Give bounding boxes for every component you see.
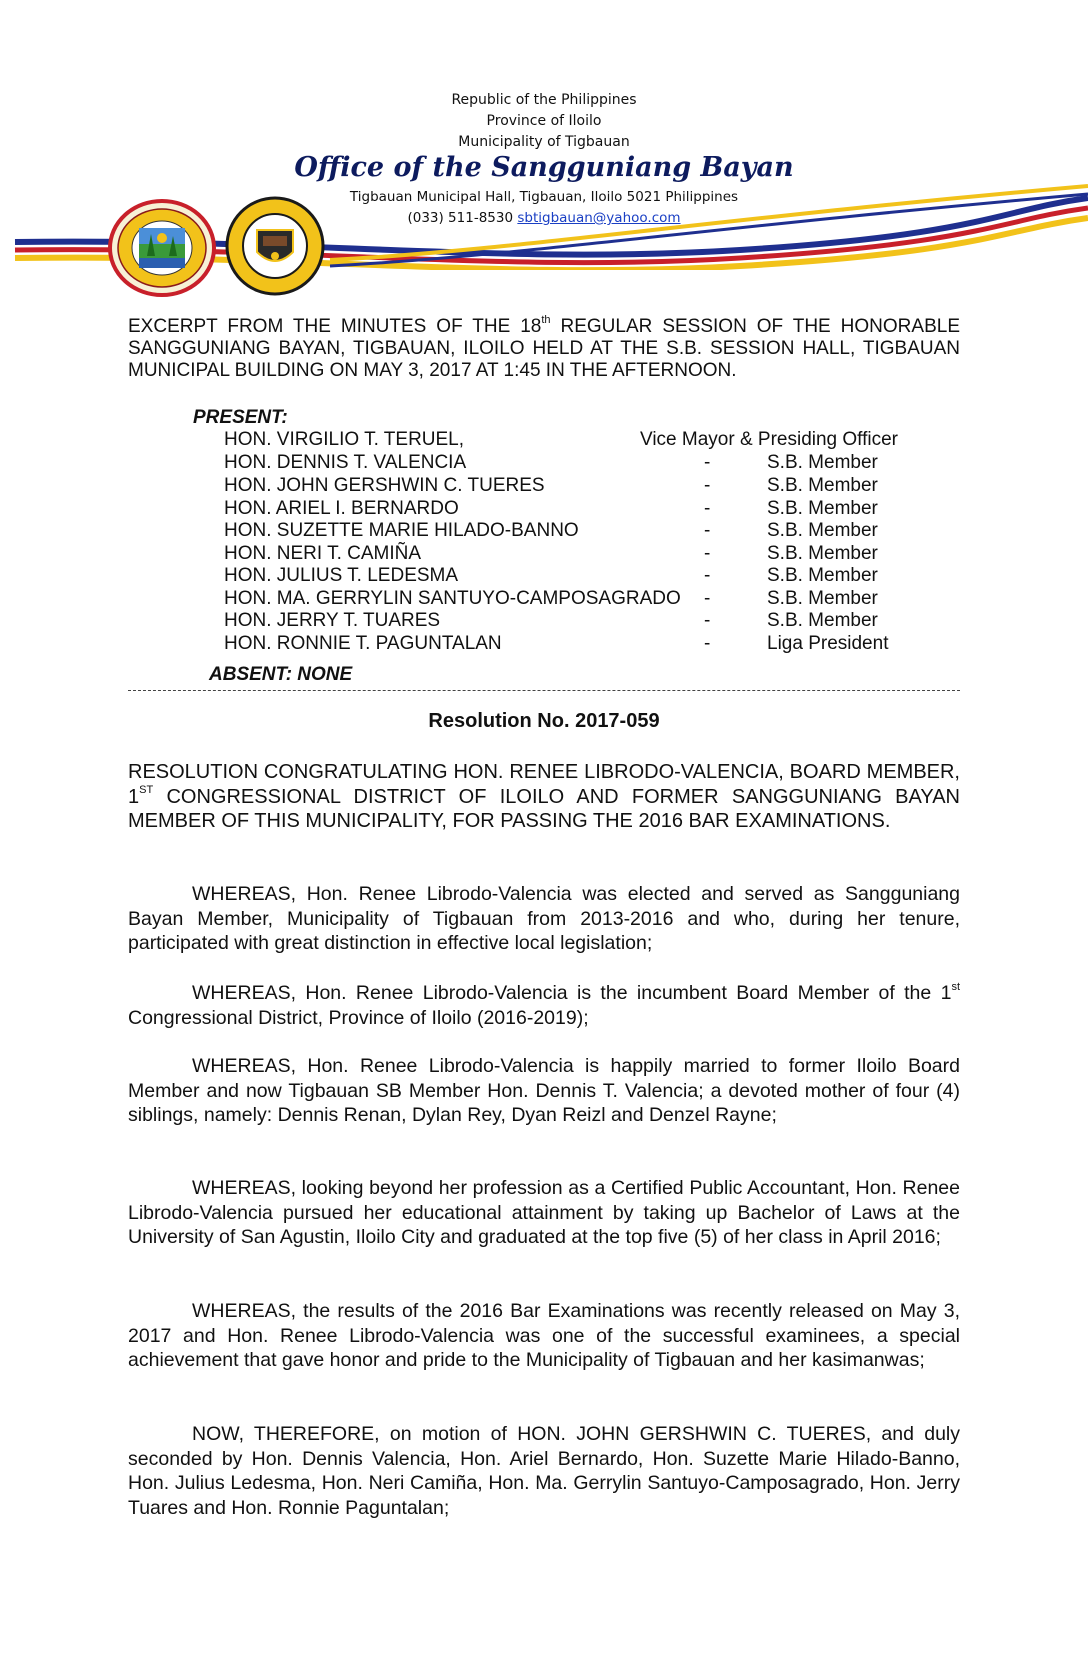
member-role: S.B. Member xyxy=(767,543,878,564)
member-name: HON. SUZETTE MARIE HILADO-BANNO xyxy=(224,520,579,541)
separator-dash: - xyxy=(704,475,711,496)
member-name: HON. JERRY T. TUARES xyxy=(224,610,441,631)
member-name: HON. DENNIS T. VALENCIA xyxy=(224,452,467,473)
province-line: Province of Iloilo xyxy=(486,113,602,129)
member-name: HON. MA. GERRYLIN SANTUYO-CAMPOSAGRADO xyxy=(224,588,681,609)
member-name: HON. JOHN GERSHWIN C. TUERES xyxy=(224,475,545,496)
separator-dash: - xyxy=(704,610,711,631)
absent-label: ABSENT: NONE xyxy=(209,664,353,685)
present-label: PRESENT: xyxy=(193,407,288,428)
attendance-row xyxy=(224,565,944,587)
separator-dash: - xyxy=(704,452,711,473)
attendance-row xyxy=(224,633,944,655)
member-role: S.B. Member xyxy=(767,588,878,609)
whereas-text-2: Congressional District, Province of Iloilo (2016-2019); xyxy=(128,1006,589,1029)
excerpt-text-2: REGULAR SESSION OF THE HONORABLE SANGGUNIANG BAYAN, TIGBAUAN, ILOILO HELD AT THE S.B. SESSION HALL, TIGBAUAN MUNICIPAL BUILDING ON MAY 3, 2017 AT 1:45 IN THE AFTERNOON. xyxy=(128,316,960,381)
attendance-row xyxy=(224,429,944,451)
excerpt-text-1: EXCERPT FROM THE MINUTES OF THE 18 xyxy=(128,316,542,337)
now-therefore-paragraph: NOW, THEREFORE, on motion of HON. JOHN GERSHWIN C. TUERES, and duly seconded by Hon. Dennis Valencia, Hon. Ariel Bernardo, Hon. Suzette Marie Hilado-Banno, Hon. Julius Ledesma, Hon. Neri Camiña, Hon. Ma. Gerrylin Santuyo-Camposagrado, Hon. Jerry Tuares and Hon. Ronnie Paguntalan; xyxy=(128,1423,960,1519)
separator-dash: - xyxy=(704,588,711,609)
minutes-excerpt xyxy=(128,313,960,382)
ordinal-superscript: ST xyxy=(139,783,154,796)
member-name: HON. NERI T. CAMIÑA xyxy=(224,543,422,564)
separator-dash: - xyxy=(704,565,711,586)
municipality-line: Municipality of Tigbauan xyxy=(458,134,630,150)
resolution-number: Resolution No. 2017-059 xyxy=(428,710,660,732)
separator-dash: - xyxy=(704,633,711,654)
attendance-row xyxy=(224,452,944,474)
whereas-paragraph: WHEREAS, Hon. Renee Librodo-Valencia was elected and served as Sangguniang Bayan Member, Municipality of Tigbauan from 2013-2016 and who, during her tenure, participated with great distinction in effective local legislation; xyxy=(128,883,960,954)
section-divider xyxy=(128,690,960,691)
member-name: HON. JULIUS T. LEDESMA xyxy=(224,565,459,586)
country-line: Republic of the Philippines xyxy=(451,92,637,108)
separator-dash: - xyxy=(704,520,711,541)
separator-dash: - xyxy=(704,543,711,564)
member-role: S.B. Member xyxy=(767,610,878,631)
email-link[interactable]: sbtigbauan@yahoo.com xyxy=(517,210,681,226)
attendance-row xyxy=(224,588,944,610)
phone-number: (033) 511-8530 xyxy=(407,210,514,226)
member-name: HON. ARIEL I. BERNARDO xyxy=(224,498,459,519)
letterhead xyxy=(0,0,1088,310)
member-role: S.B. Member xyxy=(767,565,878,586)
attendance-row xyxy=(224,520,944,542)
sangguniang-bayan-seal xyxy=(223,196,327,296)
member-role: Vice Mayor & Presiding Officer xyxy=(640,429,899,450)
attendance-row xyxy=(224,543,944,565)
separator-dash: - xyxy=(704,498,711,519)
member-role: S.B. Member xyxy=(767,475,878,496)
attendance-row xyxy=(224,610,944,632)
office-title: Office of the Sangguniang Bayan xyxy=(294,152,794,183)
attendance-row xyxy=(224,498,944,520)
whereas-paragraph: WHEREAS, looking beyond her profession as a Certified Public Accountant, Hon. Renee Librodo-Valencia pursued her educational attainment by taking up Bachelor of Laws at the University of San Agustin, Iloilo City and graduated at the top five (5) of her class in April 2016; xyxy=(128,1177,960,1248)
member-name: HON. RONNIE T. PAGUNTALAN xyxy=(224,633,502,654)
municipality-seal xyxy=(107,198,217,298)
member-role: S.B. Member xyxy=(767,452,878,473)
resolution-title-text-2: CONGRESSIONAL DISTRICT OF ILOILO AND FORMER SANGGUNIANG BAYAN MEMBER OF THIS MUNICIPALITY, FOR PASSING THE 2016 BAR EXAMINATIONS. xyxy=(128,785,960,832)
member-role: Liga President xyxy=(767,633,889,654)
ordinal-superscript: th xyxy=(541,313,551,326)
whereas-paragraph xyxy=(128,981,960,1030)
member-name: HON. VIRGILIO T. TERUEL, xyxy=(224,429,465,450)
member-role: S.B. Member xyxy=(767,520,878,541)
resolution-title-text-1: RESOLUTION CONGRATULATING HON. RENEE LIBRODO-VALENCIA, BOARD MEMBER, 1 xyxy=(128,761,960,808)
address-line: Tigbauan Municipal Hall, Tigbauan, Iloilo 5021 Philippines xyxy=(349,189,739,205)
member-role: S.B. Member xyxy=(767,498,878,519)
attendance-row xyxy=(224,475,944,497)
whereas-paragraph: WHEREAS, the results of the 2016 Bar Examinations was recently released on May 3, 2017 and Hon. Renee Librodo-Valencia was one of the successful examinees, a special achievement that gave honor and pride to the Municipality of Tigbauan and her kasimanwas; xyxy=(128,1300,960,1371)
whereas-text-1: WHEREAS, Hon. Renee Librodo-Valencia is the incumbent Board Member of the 1 xyxy=(192,982,952,1004)
resolution-title xyxy=(128,760,960,834)
whereas-paragraph: WHEREAS, Hon. Renee Librodo-Valencia is happily married to former Iloilo Board Member and now Tigbauan SB Member Hon. Dennis T. Valencia; a devoted mother of four (4) siblings, namely: Dennis Renan, Dylan Rey, Dyan Reizl and Denzel Rayne; xyxy=(128,1055,960,1126)
ordinal-superscript: st xyxy=(951,980,960,993)
